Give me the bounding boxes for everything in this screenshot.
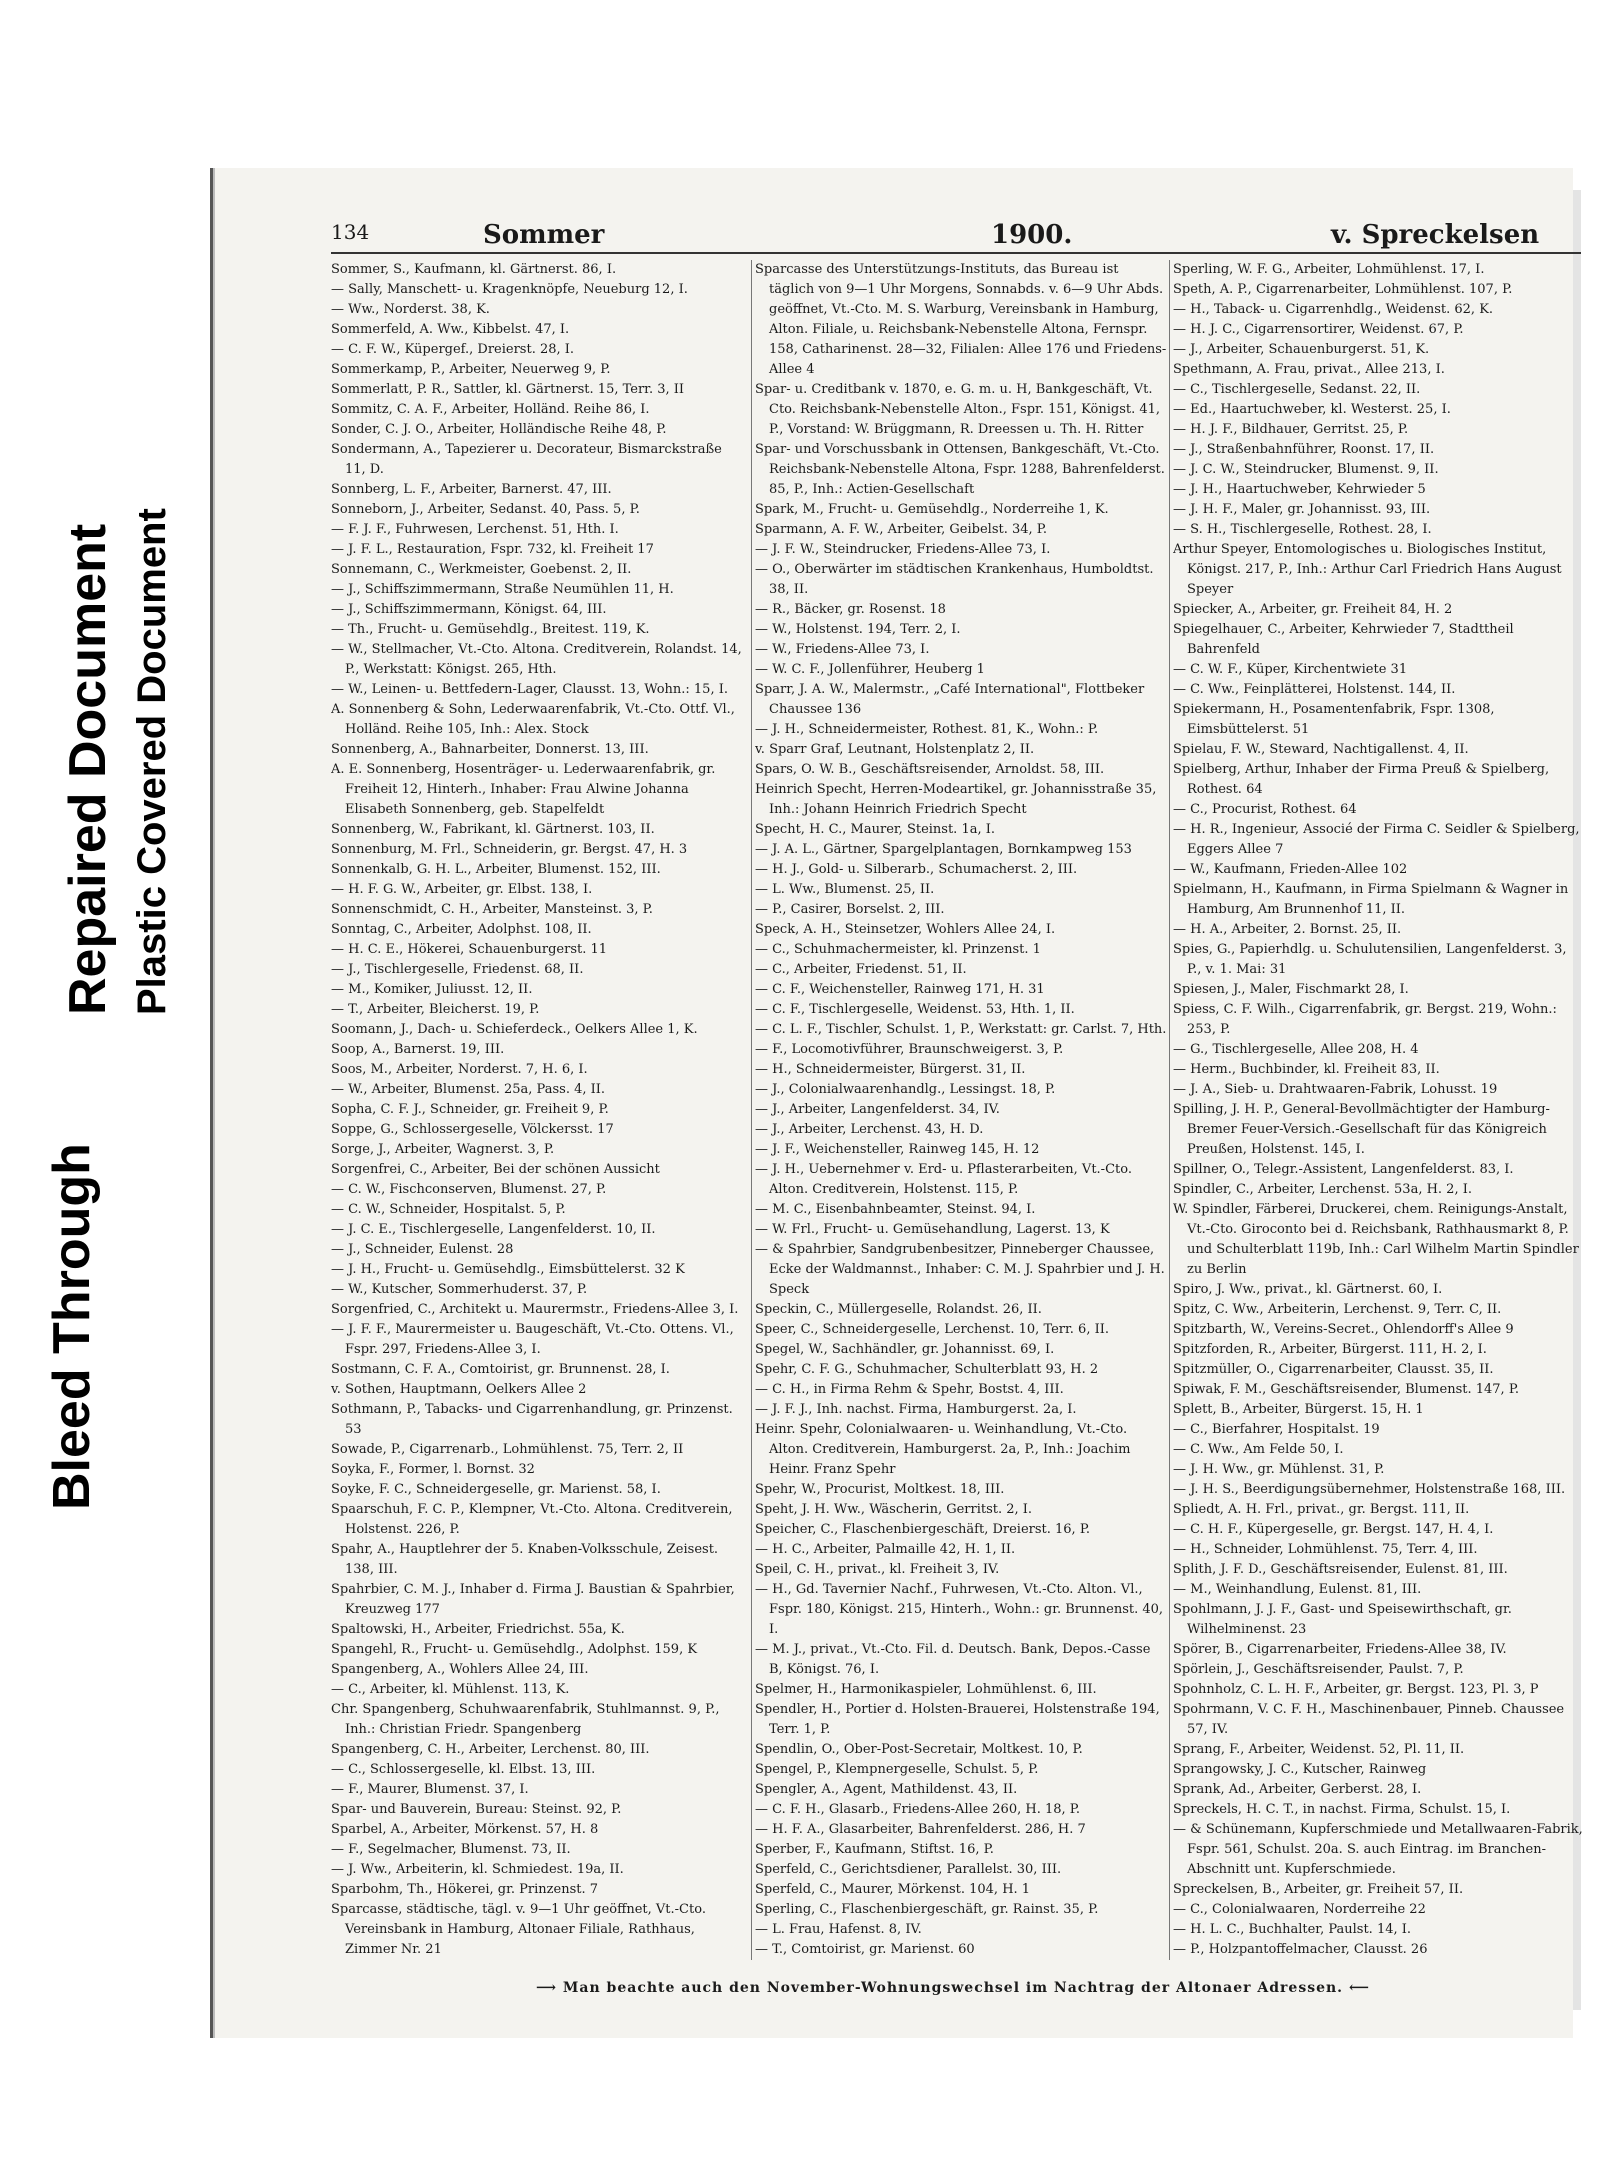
directory-entry: — J. H. Ww., gr. Mühlenst. 31, P.	[1173, 1462, 1385, 1477]
directory-entry: A. Sonnenberg & Sohn, Lederwaarenfabrik, Vt.-Cto. Ottf. Vl., Holländ. Reihe 105, Inh.: Alex. Stock	[331, 702, 735, 737]
directory-entry: Sprank, Ad., Arbeiter, Gerberst. 28, I.	[1173, 1782, 1422, 1797]
directory-entry: — C., Colonialwaaren, Norderreihe 22	[1173, 1902, 1426, 1917]
directory-entry: Specht, H. C., Maurer, Steinst. 1a, I.	[755, 822, 996, 837]
directory-entry: Sondermann, A., Tapezierer u. Decorateur, Bismarckstraße 11, D.	[331, 442, 722, 477]
directory-entry: Spindler, C., Arbeiter, Lerchenst. 53a, H. 2, I.	[1173, 1182, 1472, 1197]
directory-entry: Sperling, C., Flaschenbiergeschäft, gr. Rainst. 35, P.	[755, 1902, 1099, 1917]
directory-entry: — H. R., Ingenieur, Associé der Firma C. Seidler & Spielberg, Eggers Allee 7	[1173, 822, 1580, 857]
directory-entry: Heinr. Spehr, Colonialwaaren- u. Weinhandlung, Vt.-Cto. Alton. Creditverein, Hamburgerst. 2a, P., Inh.: Joachim Heinr. Franz Spehr	[755, 1422, 1131, 1477]
directory-entry: — J., Colonialwaarenhandlg., Lessingst. 18, P.	[755, 1082, 1056, 1097]
directory-entry: Soyka, F., Former, l. Bornst. 32	[331, 1462, 535, 1477]
directory-entry: — M., Weinhandlung, Eulenst. 81, III.	[1173, 1582, 1422, 1597]
directory-entry: Spiess, C. F. Wilh., Cigarrenfabrik, gr. Bergst. 219, Wohn.: 253, P.	[1173, 1002, 1557, 1037]
directory-entry: — C. F., Tischlergeselle, Weidenst. 53, Hth. 1, II.	[755, 1002, 1075, 1017]
directory-entry: Sparr, J. A. W., Malermstr., „Café International", Flottbeker Chaussee 136	[755, 682, 1145, 717]
directory-entry: Sperfeld, C., Maurer, Mörkenst. 104, H. 1	[755, 1882, 1031, 1897]
directory-entry: — W., Holstenst. 194, Terr. 2, I.	[755, 622, 961, 637]
directory-entry: — W., Kaufmann, Frieden-Allee 102	[1173, 862, 1408, 877]
header-left-keyword: Sommer	[483, 220, 605, 250]
page-header	[331, 220, 1581, 252]
directory-entry: — Sally, Manschett- u. Kragenknöpfe, Neueburg 12, I.	[331, 282, 688, 297]
directory-entry: — H., Schneidermeister, Bürgerst. 31, II.	[755, 1062, 1026, 1077]
directory-entry: Spiekermann, H., Posamentenfabrik, Fspr. 1308, Eimsbüttelerst. 51	[1173, 702, 1495, 737]
directory-entry: Spielmann, H., Kaufmann, in Firma Spielmann & Wagner in Hamburg, Am Brunnenhof 11, II.	[1173, 882, 1569, 917]
directory-entry: — C. F. H., Glasarb., Friedens-Allee 260, H. 18, P.	[755, 1802, 1081, 1817]
directory-entry: Sonnenschmidt, C. H., Arbeiter, Mansteinst. 3, P.	[331, 902, 653, 917]
directory-entry: Sparbel, A., Arbeiter, Mörkenst. 57, H. 8	[331, 1822, 599, 1837]
directory-entry: Soomann, J., Dach- u. Schieferdeck., Oelkers Allee 1, K.	[331, 1022, 698, 1037]
directory-entry: Sommer, S., Kaufmann, kl. Gärtnerst. 86, I.	[331, 262, 617, 277]
directory-entry: — C. Ww., Feinplätterei, Holstenst. 144, II.	[1173, 682, 1456, 697]
directory-column-3	[1173, 260, 1585, 1960]
directory-entry: Sonneborn, J., Arbeiter, Sedanst. 40, Pass. 5, P.	[331, 502, 640, 517]
directory-entry: — H., Schneider, Lohmühlenst. 75, Terr. 4, III.	[1173, 1542, 1478, 1557]
directory-entry: Spitzforden, R., Arbeiter, Bürgerst. 111, H. 2, I.	[1173, 1342, 1487, 1357]
directory-entry: — J. F. L., Restauration, Fspr. 732, kl. Freiheit 17	[331, 542, 654, 557]
directory-entry: — G., Tischlergeselle, Allee 208, H. 4	[1173, 1042, 1419, 1057]
directory-entry: Spiecker, A., Arbeiter, gr. Freiheit 84, H. 2	[1173, 602, 1453, 617]
directory-entry: — M. C., Eisenbahnbeamter, Steinst. 94, I.	[755, 1202, 1036, 1217]
directory-entry: Soop, A., Barnerst. 19, III.	[331, 1042, 505, 1057]
directory-entry: Sperling, W. F. G., Arbeiter, Lohmühlenst. 17, I.	[1173, 262, 1485, 277]
directory-entry: Sparcasse des Unterstützungs-Instituts, das Bureau ist täglich von 9—1 Uhr Morgens, Sonnabds. v. 6—9 Uhr Abds. geöffnet, Vt.-Cto. M. S. Warburg, Vereinsbank in Hamburg, Alton. Filiale, u. Reichsbank-Nebenstelle Altona, Fernspr. 158, Catharinenst. 28—32, Filialen: Allee 176 und Friedens-Allee 4	[755, 262, 1167, 377]
directory-entry: — J., Arbeiter, Schauenburgerst. 51, K.	[1173, 342, 1430, 357]
directory-entry: Sothmann, P., Tabacks- und Cigarrenhandlung, gr. Prinzenst. 53	[331, 1402, 733, 1437]
directory-entry: — J. F. W., Steindrucker, Friedens-Allee 73, I.	[755, 542, 1051, 557]
directory-entry: Chr. Spangenberg, Schuhwaarenfabrik, Stuhlmannst. 9, P., Inh.: Christian Friedr. Spangenberg	[331, 1702, 720, 1737]
directory-entry: — F. J. F., Fuhrwesen, Lerchenst. 51, Hth. I.	[331, 522, 619, 537]
directory-entry: Sonntag, C., Arbeiter, Adolphst. 108, II.	[331, 922, 592, 937]
directory-entry: Sostmann, C. F. A., Comtoirist, gr. Brunnenst. 28, I.	[331, 1362, 670, 1377]
directory-entry: Sorge, J., Arbeiter, Wagnerst. 3, P.	[331, 1142, 555, 1157]
directory-entry: — H. C., Arbeiter, Palmaille 42, H. 1, II.	[755, 1542, 1016, 1557]
directory-entry: — J. F. F., Maurermeister u. Baugeschäft, Vt.-Cto. Ottens. Vl., Fspr. 297, Friedens-Allee 3, I.	[331, 1322, 734, 1357]
directory-entry: — F., Locomotivführer, Braunschweigerst. 3, P.	[755, 1042, 1064, 1057]
directory-entry: — R., Bäcker, gr. Rosenst. 18	[755, 602, 946, 617]
directory-entry: Spangehl, R., Frucht- u. Gemüsehdlg., Adolphst. 159, K	[331, 1642, 698, 1657]
directory-entry: — S. H., Tischlergeselle, Rothest. 28, I.	[1173, 522, 1432, 537]
directory-entry: — H. J. F., Bildhauer, Gerritst. 25, P.	[1173, 422, 1409, 437]
directory-entry: — C. H. F., Küpergeselle, gr. Bergst. 147, H. 4, I.	[1173, 1522, 1494, 1537]
directory-entry: — P., Casirer, Borselst. 2, III.	[755, 902, 945, 917]
directory-entry: — J., Schiffszimmermann, Straße Neumühlen 11, H.	[331, 582, 674, 597]
directory-entry: — M., Komiker, Juliusst. 12, II.	[331, 982, 533, 997]
directory-entry: — J. C. E., Tischlergeselle, Langenfelderst. 10, II.	[331, 1222, 656, 1237]
directory-entry: Spitzmüller, O., Cigarrenarbeiter, Clausst. 35, II.	[1173, 1362, 1494, 1377]
directory-entry: — W., Leinen- u. Bettfedern-Lager, Clausst. 13, Wohn.: 15, I.	[331, 682, 728, 697]
directory-entry: Spiegelhauer, C., Arbeiter, Kehrwieder 7, Stadttheil Bahrenfeld	[1173, 622, 1514, 657]
directory-entry: Spohrmann, V. C. F. H., Maschinenbauer, Pinneb. Chaussee 57, IV.	[1173, 1702, 1565, 1737]
directory-entry: Spaarschuh, F. C. P., Klempner, Vt.-Cto. Altona. Creditverein, Holstenst. 226, P.	[331, 1502, 733, 1537]
directory-entry: — C., Tischlergeselle, Sedanst. 22, II.	[1173, 382, 1421, 397]
directory-entry: — J., Straßenbahnführer, Roonst. 17, II.	[1173, 442, 1435, 457]
directory-entry: Spendler, H., Portier d. Holsten-Brauerei, Holstenstraße 194, Terr. 1, P.	[755, 1702, 1160, 1737]
directory-entry: — J., Schneider, Eulenst. 28	[331, 1242, 514, 1257]
directory-entry: — & Spahrbier, Sandgrubenbesitzer, Pinneberger Chaussee, Ecke der Waldmannst., Inhaber: C. M. J. Spahrbier und J. H. Speck	[755, 1242, 1165, 1297]
directory-entry: Spendlin, O., Ober-Post-Secretair, Moltkest. 10, P.	[755, 1742, 1083, 1757]
column-divider	[1169, 260, 1170, 1960]
directory-entry: Spar- und Bauverein, Bureau: Steinst. 92, P.	[331, 1802, 622, 1817]
directory-entry: Sorgenfried, C., Architekt u. Maurermstr., Friedens-Allee 3, I.	[331, 1302, 739, 1317]
directory-entry: Sorgenfrei, C., Arbeiter, Bei der schönen Aussicht	[331, 1162, 660, 1177]
directory-entry: Spar- u. Creditbank v. 1870, e. G. m. u. H, Bankgeschäft, Vt. Cto. Reichsbank-Nebenstelle Alton., Fspr. 151, Königst. 41, P., Vorstand: W. Brüggmann, R. Dreessen u. Th. H. Ritter	[755, 382, 1161, 437]
directory-entry: W. Spindler, Färberei, Druckerei, chem. Reinigungs-Anstalt, Vt.-Cto. Giroconto bei d. Reichsbank, Rathhausmarkt 8, P. und Schulterblatt 119b, Inh.: Carl Wilhelm Martin Spindler zu Berlin	[1173, 1202, 1579, 1277]
header-right-keyword: v. Spreckelsen	[1331, 220, 1540, 250]
directory-entry: Sommerfeld, A. Ww., Kibbelst. 47, I.	[331, 322, 570, 337]
directory-entry: Sonnenberg, W., Fabrikant, kl. Gärtnerst. 103, II.	[331, 822, 655, 837]
directory-entry: — C., Arbeiter, Friedenst. 51, II.	[755, 962, 967, 977]
header-year: 1900.	[991, 220, 1073, 250]
directory-entry: Spliedt, A. H. Frl., privat., gr. Bergst. 111, II.	[1173, 1502, 1470, 1517]
directory-entry: — J. A. L., Gärtner, Spargelplantagen, Bornkampweg 153	[755, 842, 1132, 857]
directory-entry: Spengel, P., Klempnergeselle, Schulst. 5, P.	[755, 1762, 1039, 1777]
directory-entry: — C. W., Fischconserven, Blumenst. 27, P.	[331, 1182, 607, 1197]
directory-entry: Speth, A. P., Cigarrenarbeiter, Lohmühlenst. 107, P.	[1173, 282, 1513, 297]
directory-entry: — T., Arbeiter, Bleicherst. 19, P.	[331, 1002, 540, 1017]
directory-entry: — C. L. F., Tischler, Schulst. 1, P., Werkstatt: gr. Carlst. 7, Hth.	[755, 1022, 1167, 1037]
directory-entry: — C. W. F., Küper, Kirchentwiete 31	[1173, 662, 1408, 677]
directory-entry: Spiro, J. Ww., privat., kl. Gärtnerst. 60, I.	[1173, 1282, 1443, 1297]
directory-entry: Sonnenburg, M. Frl., Schneiderin, gr. Bergst. 47, H. 3	[331, 842, 688, 857]
directory-entry: — C. Ww., Am Felde 50, I.	[1173, 1442, 1344, 1457]
directory-entry: — H., Gd. Tavernier Nachf., Fuhrwesen, Vt.-Cto. Alton. Vl., Fspr. 180, Königst. 215, Hinterh., Wohn.: gr. Brunnenst. 40, I.	[755, 1582, 1164, 1637]
page-number: 134	[331, 220, 370, 244]
directory-entry: Arthur Speyer, Entomologisches u. Biologisches Institut, Königst. 217, P., Inh.: Arthur Carl Friedrich Hans August Speyer	[1173, 542, 1562, 597]
directory-entry: Spreckels, H. C. T., in nachst. Firma, Schulst. 15, I.	[1173, 1802, 1511, 1817]
directory-entry: — C. F. W., Küpergef., Dreierst. 28, I.	[331, 342, 575, 357]
directory-entry: Sprang, F., Arbeiter, Weidenst. 52, Pl. 11, II.	[1173, 1742, 1465, 1757]
directory-entry: v. Sothen, Hauptmann, Oelkers Allee 2	[331, 1382, 587, 1397]
directory-entry: — J. H. F., Maler, gr. Johannisst. 93, III.	[1173, 502, 1431, 517]
directory-entry: Sperber, F., Kaufmann, Stiftst. 16, P.	[755, 1842, 994, 1857]
directory-entry: Spielberg, Arthur, Inhaber der Firma Preuß & Spielberg, Rothest. 64	[1173, 762, 1550, 797]
directory-entry: Sonnemann, C., Werkmeister, Goebenst. 2, II.	[331, 562, 632, 577]
directory-entry: Spies, G., Papierhdlg. u. Schulutensilien, Langenfelderst. 3, P., v. 1. Mai: 31	[1173, 942, 1567, 977]
directory-entry: — H. J., Gold- u. Silberarb., Schumacherst. 2, III.	[755, 862, 1078, 877]
directory-entry: Spiwak, F. M., Geschäftsreisender, Blumenst. 147, P.	[1173, 1382, 1520, 1397]
directory-entry: Sparmann, A. F. W., Arbeiter, Geibelst. 34, P.	[755, 522, 1048, 537]
directory-entry: Sonnenberg, A., Bahnarbeiter, Donnerst. 13, III.	[331, 742, 649, 757]
directory-entry: Speckin, C., Müllergeselle, Rolandst. 26, II.	[755, 1302, 1042, 1317]
directory-entry: — Ed., Haartuchweber, kl. Westerst. 25, I.	[1173, 402, 1451, 417]
directory-entry: — J., Schiffszimmermann, Königst. 64, III.	[331, 602, 607, 617]
directory-entry: — J. A., Sieb- u. Drahtwaaren-Fabrik, Lohusst. 19	[1173, 1082, 1498, 1097]
directory-entry: — J., Tischlergeselle, Friedenst. 68, II.	[331, 962, 584, 977]
directory-entry: — J., Arbeiter, Langenfelderst. 34, IV.	[755, 1102, 1000, 1117]
directory-entry: Spangenberg, A., Wohlers Allee 24, III.	[331, 1662, 589, 1677]
directory-entry: — J. H., Schneidermeister, Rothest. 81, K., Wohn.: P.	[755, 722, 1099, 737]
directory-entry: Speer, C., Schneidergeselle, Lerchenst. 10, Terr. 6, II.	[755, 1322, 1109, 1337]
directory-entry: — H. L. C., Buchhalter, Paulst. 14, I.	[1173, 1922, 1412, 1937]
directory-entry: Splett, B., Arbeiter, Bürgerst. 15, H. 1	[1173, 1402, 1424, 1417]
directory-entry: Spaltowski, H., Arbeiter, Friedrichst. 55a, K.	[331, 1622, 625, 1637]
directory-entry: — W., Arbeiter, Blumenst. 25a, Pass. 4, II.	[331, 1082, 606, 1097]
directory-entry: Speil, C. H., privat., kl. Freiheit 3, IV.	[755, 1562, 1000, 1577]
directory-entry: Spahr, A., Hauptlehrer der 5. Knaben-Volksschule, Zeisest. 138, III.	[331, 1542, 719, 1577]
directory-entry: Spohnholz, C. L. H. F., Arbeiter, gr. Bergst. 123, Pl. 3, P	[1173, 1682, 1539, 1697]
directory-entry: — W., Kutscher, Sommerhuderst. 37, P.	[331, 1282, 588, 1297]
directory-entry: Sperfeld, C., Gerichtsdiener, Parallelst. 30, III.	[755, 1862, 1062, 1877]
directory-entry: — C., Schuhmachermeister, kl. Prinzenst. 1	[755, 942, 1041, 957]
directory-entry: — W. Frl., Frucht- u. Gemüsehandlung, Lagerst. 13, K	[755, 1222, 1110, 1237]
directory-entry: — J. Ww., Arbeiterin, kl. Schmiedest. 19a, II.	[331, 1862, 624, 1877]
directory-entry: — C., Schlossergeselle, kl. Elbst. 13, III.	[331, 1762, 596, 1777]
directory-entry: Spitz, C. Ww., Arbeiterin, Lerchenst. 9, Terr. C, II.	[1173, 1302, 1502, 1317]
bleed-through-label: Bleed Through	[43, 1143, 101, 1510]
directory-entry: — H. A., Arbeiter, 2. Bornst. 25, II.	[1173, 922, 1402, 937]
directory-entry: Sparcasse, städtische, tägl. v. 9—1 Uhr geöffnet, Vt.-Cto. Vereinsbank in Hamburg, Altonaer Filiale, Rathhaus, Zimmer Nr. 21	[331, 1902, 706, 1957]
directory-entry: — J. H., Uebernehmer v. Erd- u. Pflasterarbeiten, Vt.-Cto. Alton. Creditverein, Holstenst. 115, P.	[755, 1162, 1132, 1197]
directory-entry: Sowade, P., Cigarrenarb., Lohmühlenst. 75, Terr. 2, II	[331, 1442, 684, 1457]
directory-entry: — W., Stellmacher, Vt.-Cto. Altona. Creditverein, Rolandst. 14, P., Werkstatt: Königst. 265, Hth.	[331, 642, 742, 677]
directory-entry: — C. H., in Firma Rehm & Spehr, Bostst. 4, III.	[755, 1382, 1064, 1397]
directory-entry: Spehr, W., Procurist, Moltkest. 18, III.	[755, 1482, 1005, 1497]
directory-entry: — C. F., Weichensteller, Rainweg 171, H. 31	[755, 982, 1045, 997]
directory-entry: — L. Ww., Blumenst. 25, II.	[755, 882, 935, 897]
directory-entry: Soppe, G., Schlossergeselle, Völckersst. 17	[331, 1122, 614, 1137]
page-footer-note: ⟶ Man beachte auch den November-Wohnungswechsel im Nachtrag der Altonaer Adressen. ⟵	[535, 1980, 1370, 1996]
directory-entry: — J. F. J., Inh. nachst. Firma, Hamburgerst. 2a, I.	[755, 1402, 1077, 1417]
directory-entry: Soyke, F. C., Schneidergeselle, gr. Marienst. 58, I.	[331, 1482, 661, 1497]
directory-column-2	[755, 260, 1167, 1960]
directory-entry: — W., Friedens-Allee 73, I.	[755, 642, 930, 657]
directory-entry: Speicher, C., Flaschenbiergeschäft, Dreierst. 16, P.	[755, 1522, 1091, 1537]
directory-entry: — H. F. G. W., Arbeiter, gr. Elbst. 138, I.	[331, 882, 593, 897]
repaired-document-label: Repaired Document	[59, 523, 117, 1015]
directory-entry: Speck, A. H., Steinsetzer, Wohlers Allee 24, I.	[755, 922, 1056, 937]
directory-entry: Spörlein, J., Geschäftsreisender, Paulst. 7, P.	[1173, 1662, 1464, 1677]
directory-entry: — C., Arbeiter, kl. Mühlenst. 113, K.	[331, 1682, 570, 1697]
directory-entry: Spreckelsen, B., Arbeiter, gr. Freiheit 57, II.	[1173, 1882, 1464, 1897]
directory-entry: Sopha, C. F. J., Schneider, gr. Freiheit 9, P.	[331, 1102, 609, 1117]
directory-entry: — M. J., privat., Vt.-Cto. Fil. d. Deutsch. Bank, Depos.-Casse B, Königst. 76, I.	[755, 1642, 1151, 1677]
directory-entry: Spehr, C. F. G., Schuhmacher, Schulterblatt 93, H. 2	[755, 1362, 1099, 1377]
directory-entry: Sparbohm, Th., Hökerei, gr. Prinzenst. 7	[331, 1882, 599, 1897]
directory-entry: — J. H. S., Beerdigungsübernehmer, Holstenstraße 168, III.	[1173, 1482, 1566, 1497]
directory-entry: v. Sparr Graf, Leutnant, Holstenplatz 2, II.	[755, 742, 1035, 757]
column-divider	[751, 260, 752, 1960]
directory-entry: — T., Comtoirist, gr. Marienst. 60	[755, 1942, 975, 1957]
directory-entry: — H., Taback- u. Cigarrenhdlg., Weidenst. 62, K.	[1173, 302, 1494, 317]
directory-entry: Sommitz, C. A. F., Arbeiter, Holländ. Reihe 86, I.	[331, 402, 650, 417]
document-page	[210, 168, 1583, 2038]
directory-entry: — J. F., Weichensteller, Rainweg 145, H. 12	[755, 1142, 1040, 1157]
directory-entry: — F., Segelmacher, Blumenst. 73, II.	[331, 1842, 571, 1857]
directory-entry: Spark, M., Frucht- u. Gemüsehdlg., Norderreihe 1, K.	[755, 502, 1109, 517]
directory-entry: Soos, M., Arbeiter, Norderst. 7, H. 6, I.	[331, 1062, 588, 1077]
directory-entry: — J. H., Frucht- u. Gemüsehdlg., Eimsbüttelerst. 32 K	[331, 1262, 685, 1277]
directory-entry: Heinrich Specht, Herren-Modeartikel, gr. Johannisstraße 35, Inh.: Johann Heinrich Friedrich Specht	[755, 782, 1157, 817]
directory-entry: — L. Frau, Hafenst. 8, IV.	[755, 1922, 922, 1937]
directory-entry: — H. F. A., Glasarbeiter, Bahrenfelderst. 286, H. 7	[755, 1822, 1086, 1837]
directory-entry: Sonnberg, L. F., Arbeiter, Barnerst. 47, III.	[331, 482, 612, 497]
header-rule	[331, 252, 1581, 254]
directory-entry: Sprangowsky, J. C., Kutscher, Rainweg	[1173, 1762, 1427, 1777]
directory-entry: — Herm., Buchbinder, kl. Freiheit 83, II.	[1173, 1062, 1440, 1077]
directory-entry: — Ww., Norderst. 38, K.	[331, 302, 490, 317]
directory-entry: — Th., Frucht- u. Gemüsehdlg., Breitest. 119, K.	[331, 622, 650, 637]
directory-entry: Spengler, A., Agent, Mathildenst. 43, II.	[755, 1782, 1018, 1797]
directory-entry: — J. C. W., Steindrucker, Blumenst. 9, II.	[1173, 462, 1439, 477]
directory-entry: — H. C. E., Hökerei, Schauenburgerst. 11	[331, 942, 608, 957]
directory-entry: — P., Holzpantoffelmacher, Clausst. 26	[1173, 1942, 1428, 1957]
directory-entry: Spethmann, A. Frau, privat., Allee 213, I.	[1173, 362, 1445, 377]
directory-entry: — O., Oberwärter im städtischen Krankenhaus, Humboldtst. 38, II.	[755, 562, 1154, 597]
directory-entry: Sommerkamp, P., Arbeiter, Neuerweg 9, P.	[331, 362, 611, 377]
directory-entry: — H. J. C., Cigarrensortirer, Weidenst. 67, P.	[1173, 322, 1464, 337]
directory-entry: Spahrbier, C. M. J., Inhaber d. Firma J. Baustian & Spahrbier, Kreuzweg 177	[331, 1582, 735, 1617]
directory-entry: Spitzbarth, W., Vereins-Secret., Ohlendorff's Allee 9	[1173, 1322, 1514, 1337]
directory-entry: Spielau, F. W., Steward, Nachtigallenst. 4, II.	[1173, 742, 1469, 757]
directory-entry: Spörer, B., Cigarrenarbeiter, Friedens-Allee 38, IV.	[1173, 1642, 1507, 1657]
directory-entry: — J. H., Haartuchweber, Kehrwieder 5	[1173, 482, 1426, 497]
plastic-covered-label: Plastic Covered Document	[130, 508, 174, 1015]
directory-entry: Spelmer, H., Harmonikaspieler, Lohmühlenst. 6, III.	[755, 1682, 1097, 1697]
directory-column-1	[331, 260, 743, 1960]
directory-entry: Spars, O. W. B., Geschäftsreisender, Arnoldst. 58, III.	[755, 762, 1105, 777]
directory-entry: Spillner, O., Telegr.-Assistent, Langenfelderst. 83, I.	[1173, 1162, 1514, 1177]
directory-entry: Splith, J. F. D., Geschäftsreisender, Eulenst. 81, III.	[1173, 1562, 1508, 1577]
directory-entry: Spar- und Vorschussbank in Ottensen, Bankgeschäft, Vt.-Cto. Reichsbank-Nebenstelle Altona, Fspr. 1288, Bahrenfelderst. 85, P., Inh.: Actien-Gesellschaft	[755, 442, 1165, 497]
directory-entry: — C., Procurist, Rothest. 64	[1173, 802, 1357, 817]
directory-entry: Speht, J. H. Ww., Wäscherin, Gerritst. 2, I.	[755, 1502, 1033, 1517]
directory-entry: — J., Arbeiter, Lerchenst. 43, H. D.	[755, 1122, 984, 1137]
directory-entry: Spilling, J. H. P., General-Bevollmächtigter der Hamburg-Bremer Feuer-Versich.-Gesellschaft für das Königreich Preußen, Holstenst. 145, I.	[1173, 1102, 1550, 1157]
directory-entry: — & Schünemann, Kupferschmiede und Metallwaaren-Fabrik, Fspr. 561, Schulst. 20a. S. auch Eintrag. im Branchen-Abschnitt unt. Kupferschmiede.	[1173, 1822, 1583, 1877]
directory-entry: Sommerlatt, P. R., Sattler, kl. Gärtnerst. 15, Terr. 3, II	[331, 382, 685, 397]
directory-entry: A. E. Sonnenberg, Hosenträger- u. Lederwaarenfabrik, gr. Freiheit 12, Hinterh., Inhaber: Frau Alwine Johanna Elisabeth Sonnenberg, geb. Stapelfeldt	[331, 762, 716, 817]
directory-entry: Spegel, W., Sachhändler, gr. Johannisst. 69, I.	[755, 1342, 1055, 1357]
directory-entry: — C. W., Schneider, Hospitalst. 5, P.	[331, 1202, 566, 1217]
directory-entry: — C., Bierfahrer, Hospitalst. 19	[1173, 1422, 1380, 1437]
directory-entry: Sonnenkalb, G. H. L., Arbeiter, Blumenst. 152, III.	[331, 862, 661, 877]
directory-entry: Spohlmann, J. J. F., Gast- und Speisewirthschaft, gr. Wilhelminenst. 23	[1173, 1602, 1512, 1637]
directory-entry: — F., Maurer, Blumenst. 37, I.	[331, 1782, 529, 1797]
directory-entry: Spangenberg, C. H., Arbeiter, Lerchenst. 80, III.	[331, 1742, 650, 1757]
directory-entry: Spiesen, J., Maler, Fischmarkt 28, I.	[1173, 982, 1409, 997]
directory-entry: Sonder, C. J. O., Arbeiter, Holländische Reihe 48, P.	[331, 422, 667, 437]
directory-entry: — W. C. F., Jollenführer, Heuberg 1	[755, 662, 985, 677]
